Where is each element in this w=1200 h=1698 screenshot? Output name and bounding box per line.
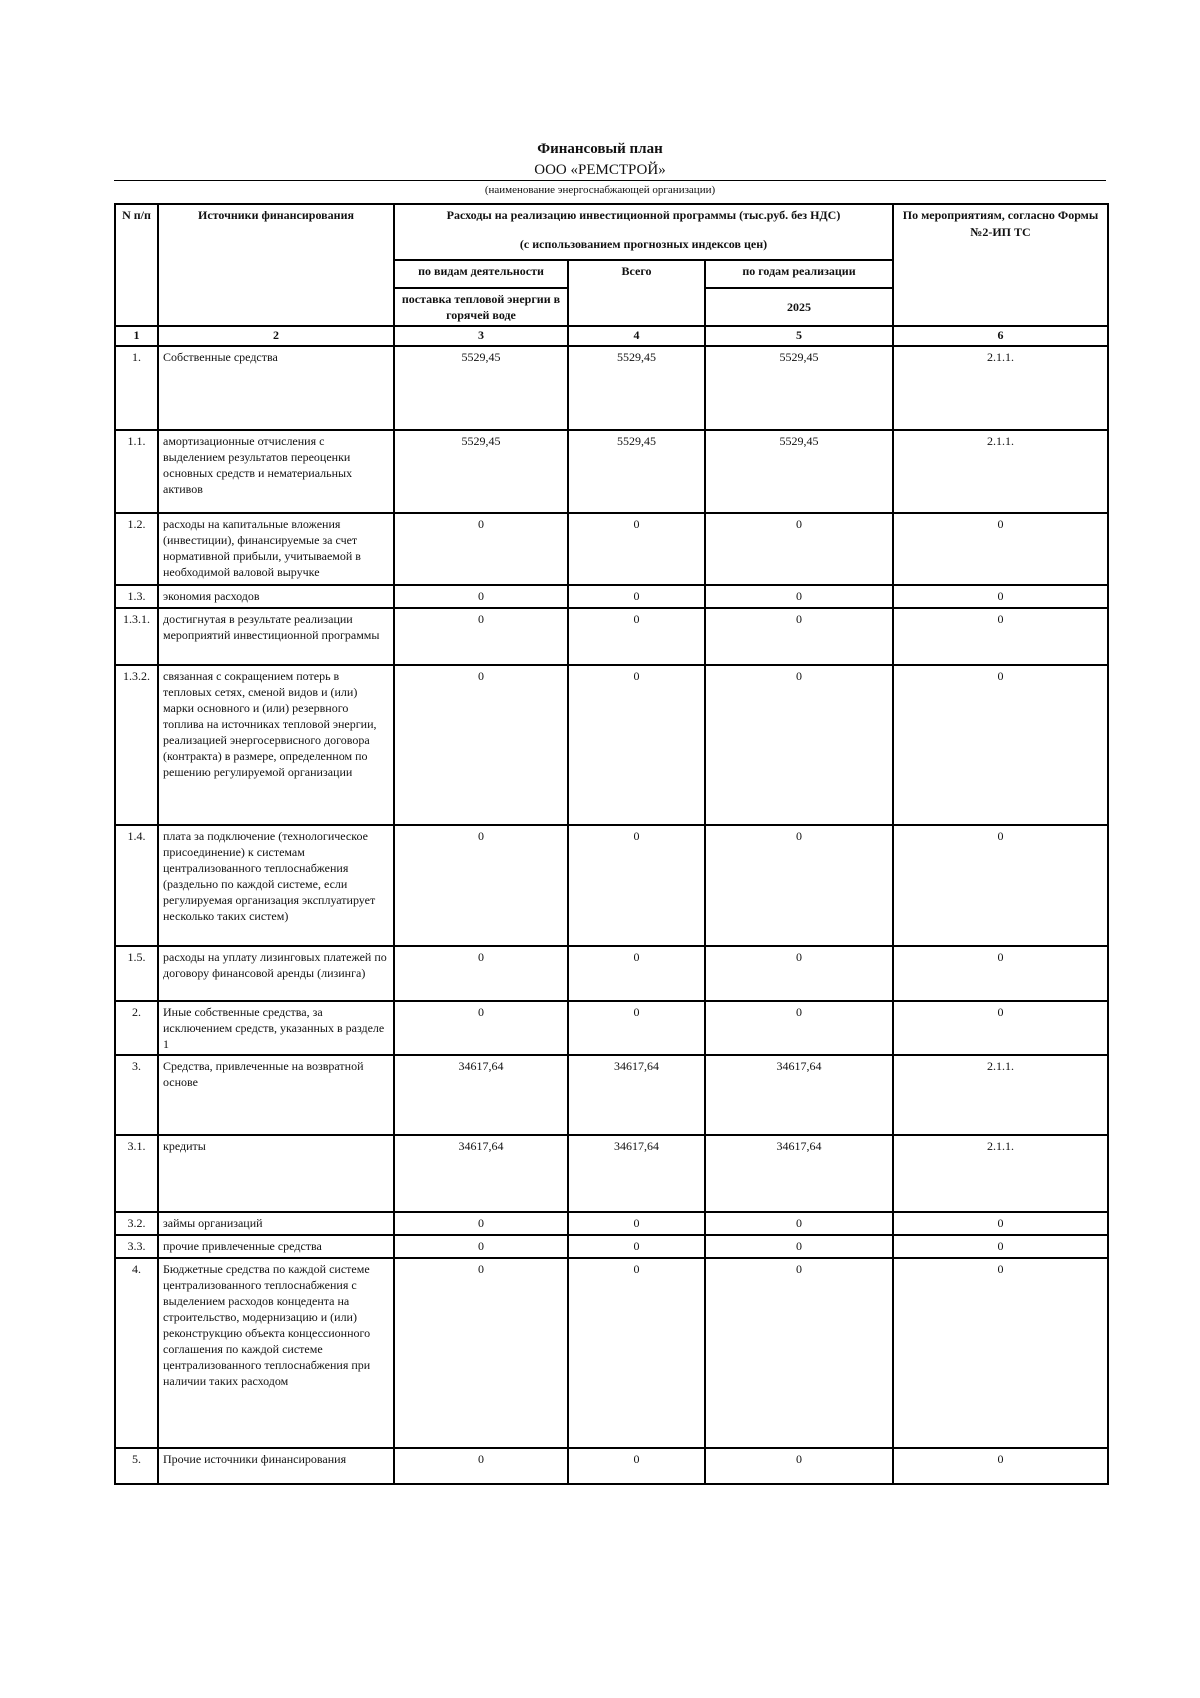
row-measure: 0 bbox=[893, 608, 1108, 665]
header-year: 2025 bbox=[705, 288, 893, 326]
row-num: 3.1. bbox=[115, 1135, 158, 1212]
column-number: 3 bbox=[394, 326, 568, 346]
row-total-value: 0 bbox=[568, 513, 705, 585]
header-measures: По мероприятиям, согласно Формы №2-ИП ТС bbox=[893, 204, 1108, 326]
row-activity-value: 0 bbox=[394, 513, 568, 585]
row-source: плата за подключение (технологическое присоединение) к системам централизованного теплоснабжения (раздельно по каждой системе, если регулируемая организация эксплуатирует несколько таких систем) bbox=[158, 825, 394, 946]
row-num: 1.5. bbox=[115, 946, 158, 1001]
row-year-value: 0 bbox=[705, 1258, 893, 1448]
header-expenses-note: (с использованием прогнозных индексов цен) bbox=[519, 237, 768, 251]
row-year-value: 5529,45 bbox=[705, 346, 893, 430]
row-year-value: 0 bbox=[705, 608, 893, 665]
row-num: 1.3.2. bbox=[115, 665, 158, 825]
header-by-years: по годам реализации bbox=[705, 260, 893, 288]
column-number: 6 bbox=[893, 326, 1108, 346]
table-row bbox=[115, 513, 1108, 585]
row-total-value: 0 bbox=[568, 1448, 705, 1484]
row-source: достигнутая в результате реализации мероприятий инвестиционной программы bbox=[158, 608, 394, 665]
row-activity-value: 0 bbox=[394, 825, 568, 946]
row-source: расходы на капитальные вложения (инвестиции), финансируемые за счет нормативной прибыли, учитываемой в необходимой валовой выручке bbox=[158, 513, 394, 585]
row-source: Собственные средства bbox=[158, 346, 394, 430]
row-measure: 2.1.1. bbox=[893, 346, 1108, 430]
row-activity-value: 0 bbox=[394, 1001, 568, 1055]
row-activity-value: 0 bbox=[394, 585, 568, 608]
row-source: связанная с сокращением потерь в тепловых сетях, сменой видов и (или) марки основного и (или) резервного топлива на источниках тепловой энергии, реализацией энергосервисного договора (контракта) в размере, определенном по решению регулируемой организации bbox=[158, 665, 394, 825]
row-source: расходы на уплату лизинговых платежей по договору финансовой аренды (лизинга) bbox=[158, 946, 394, 1001]
row-total-value: 0 bbox=[568, 1001, 705, 1055]
row-activity-value: 34617,64 bbox=[394, 1055, 568, 1135]
table-row bbox=[115, 825, 1108, 946]
row-year-value: 0 bbox=[705, 825, 893, 946]
row-num: 1.1. bbox=[115, 430, 158, 513]
row-measure: 0 bbox=[893, 1258, 1108, 1448]
table-row bbox=[115, 1212, 1108, 1235]
row-activity-value: 0 bbox=[394, 946, 568, 1001]
row-num: 3. bbox=[115, 1055, 158, 1135]
table-row bbox=[115, 1135, 1108, 1212]
row-source: прочие привлеченные средства bbox=[158, 1235, 394, 1258]
column-number: 1 bbox=[115, 326, 158, 346]
organization-name: ООО «РЕМСТРОЙ» bbox=[534, 162, 666, 178]
row-total-value: 0 bbox=[568, 585, 705, 608]
header-expenses-title: Расходы на реализацию инвестиционной программы (тыс.руб. без НДС) bbox=[446, 208, 841, 222]
table-row bbox=[115, 1001, 1108, 1055]
row-num: 1.3. bbox=[115, 585, 158, 608]
header-by-activity: по видам деятельности bbox=[394, 260, 568, 288]
table-row bbox=[115, 946, 1108, 1001]
table-row bbox=[115, 665, 1108, 825]
row-num: 1.4. bbox=[115, 825, 158, 946]
row-num: 1.2. bbox=[115, 513, 158, 585]
table-row bbox=[115, 1055, 1108, 1135]
row-num: 2. bbox=[115, 1001, 158, 1055]
row-year-value: 0 bbox=[705, 585, 893, 608]
column-number: 4 bbox=[568, 326, 705, 346]
row-year-value: 0 bbox=[705, 665, 893, 825]
organization-caption: (наименование энергоснабжающей организации) bbox=[484, 184, 716, 196]
row-measure: 2.1.1. bbox=[893, 1055, 1108, 1135]
row-num: 3.3. bbox=[115, 1235, 158, 1258]
row-measure: 0 bbox=[893, 946, 1108, 1001]
row-num: 3.2. bbox=[115, 1212, 158, 1235]
column-number: 2 bbox=[158, 326, 394, 346]
row-num: 4. bbox=[115, 1258, 158, 1448]
table-row bbox=[115, 1448, 1108, 1484]
table-row bbox=[115, 585, 1108, 608]
row-total-value: 0 bbox=[568, 1212, 705, 1235]
page-title: Финансовый план bbox=[537, 141, 663, 157]
row-year-value: 34617,64 bbox=[705, 1055, 893, 1135]
row-total-value: 0 bbox=[568, 1258, 705, 1448]
row-total-value: 34617,64 bbox=[568, 1135, 705, 1212]
row-activity-value: 0 bbox=[394, 1448, 568, 1484]
row-source: Прочие источники финансирования bbox=[158, 1448, 394, 1484]
row-measure: 0 bbox=[893, 513, 1108, 585]
column-numbers-row bbox=[115, 326, 1108, 346]
row-year-value: 5529,45 bbox=[705, 430, 893, 513]
row-activity-value: 0 bbox=[394, 665, 568, 825]
header-activity: поставка тепловой энергии в горячей воде bbox=[394, 288, 568, 326]
row-measure: 0 bbox=[893, 585, 1108, 608]
row-source: экономия расходов bbox=[158, 585, 394, 608]
row-activity-value: 34617,64 bbox=[394, 1135, 568, 1212]
row-measure: 0 bbox=[893, 1212, 1108, 1235]
row-source: амортизационные отчисления с выделением результатов переоценки основных средств и нематериальных активов bbox=[158, 430, 394, 513]
row-measure: 0 bbox=[893, 825, 1108, 946]
row-num: 5. bbox=[115, 1448, 158, 1484]
row-year-value: 0 bbox=[705, 1448, 893, 1484]
row-year-value: 0 bbox=[705, 1235, 893, 1258]
row-source: Бюджетные средства по каждой системе централизованного теплоснабжения с выделением расходов концедента на строительство, модернизацию и (или) реконструкцию объекта концессионного соглашения по каждой системе централизованного теплоснабжения при наличии таких расходом bbox=[158, 1258, 394, 1448]
row-total-value: 5529,45 bbox=[568, 346, 705, 430]
row-year-value: 0 bbox=[705, 513, 893, 585]
row-activity-value: 0 bbox=[394, 1212, 568, 1235]
row-year-value: 0 bbox=[705, 1001, 893, 1055]
row-activity-value: 0 bbox=[394, 1258, 568, 1448]
row-activity-value: 5529,45 bbox=[394, 346, 568, 430]
table-row bbox=[115, 608, 1108, 665]
header-expenses bbox=[394, 204, 893, 260]
row-activity-value: 5529,45 bbox=[394, 430, 568, 513]
table-row bbox=[115, 346, 1108, 430]
row-activity-value: 0 bbox=[394, 1235, 568, 1258]
row-total-value: 0 bbox=[568, 1235, 705, 1258]
header-num: N п/п bbox=[115, 204, 158, 326]
row-total-value: 0 bbox=[568, 665, 705, 825]
row-total-value: 0 bbox=[568, 608, 705, 665]
row-measure: 0 bbox=[893, 1448, 1108, 1484]
row-measure: 2.1.1. bbox=[893, 430, 1108, 513]
row-measure: 0 bbox=[893, 1001, 1108, 1055]
row-total-value: 0 bbox=[568, 946, 705, 1001]
row-measure: 0 bbox=[893, 1235, 1108, 1258]
row-total-value: 5529,45 bbox=[568, 430, 705, 513]
row-num: 1. bbox=[115, 346, 158, 430]
row-num: 1.3.1. bbox=[115, 608, 158, 665]
row-year-value: 34617,64 bbox=[705, 1135, 893, 1212]
organization-underline bbox=[114, 180, 1106, 181]
table-row bbox=[115, 1235, 1108, 1258]
row-year-value: 0 bbox=[705, 1212, 893, 1235]
row-total-value: 0 bbox=[568, 825, 705, 946]
row-source: Иные собственные средства, за исключением средств, указанных в разделе 1 bbox=[158, 1001, 394, 1055]
header-total: Всего bbox=[568, 260, 705, 326]
column-number: 5 bbox=[705, 326, 893, 346]
row-measure: 0 bbox=[893, 665, 1108, 825]
row-measure: 2.1.1. bbox=[893, 1135, 1108, 1212]
table-row bbox=[115, 1258, 1108, 1448]
row-year-value: 0 bbox=[705, 946, 893, 1001]
financial-plan-table bbox=[114, 203, 1109, 1485]
row-source: кредиты bbox=[158, 1135, 394, 1212]
row-activity-value: 0 bbox=[394, 608, 568, 665]
table-row bbox=[115, 430, 1108, 513]
row-source: займы организаций bbox=[158, 1212, 394, 1235]
row-source: Средства, привлеченные на возвратной основе bbox=[158, 1055, 394, 1135]
row-total-value: 34617,64 bbox=[568, 1055, 705, 1135]
header-sources: Источники финансирования bbox=[158, 204, 394, 326]
